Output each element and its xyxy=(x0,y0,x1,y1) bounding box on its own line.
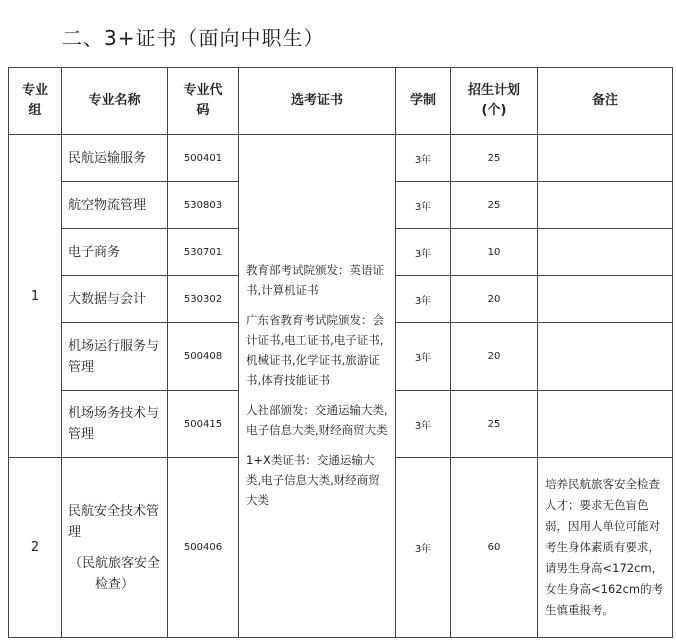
admission-table xyxy=(8,67,673,638)
cert-paragraph: 教育部考试院颁发：英语证书,计算机证书 xyxy=(246,263,384,297)
header-name: 专业名称 xyxy=(62,68,168,135)
note-cell xyxy=(538,276,673,323)
cert-paragraph: 广东省教育考试院颁发：会计证书,电工证书,电子证书,机械证书,化学证书,旅游证书,体育技能证书 xyxy=(246,313,384,387)
quota: 25 xyxy=(451,135,538,182)
quota: 25 xyxy=(451,182,538,229)
header-duration: 学制 xyxy=(396,68,451,135)
note-cell: 培养民航旅客安全检查人才；要求无色盲色弱，因用人单位可能对考生身体素质有要求，请男生身高<172cm，女生身高<162cm的考生慎重报考。 xyxy=(538,458,673,638)
cert-paragraph: 人社部颁发：交通运输大类,电子信息大类,财经商贸大类 xyxy=(246,403,388,437)
duration: 3年 xyxy=(396,182,451,229)
header-group: 专业 组 xyxy=(9,68,62,135)
header-row xyxy=(9,68,673,135)
major-code: 530701 xyxy=(168,229,239,276)
table-row xyxy=(9,135,673,182)
major-code: 500408 xyxy=(168,323,239,391)
major-name: 机场场务技术与管理 xyxy=(62,391,168,458)
major-name: 电子商务 xyxy=(62,229,168,276)
cert-cell xyxy=(239,135,396,638)
header-note: 备注 xyxy=(538,68,673,135)
duration: 3年 xyxy=(396,391,451,458)
quota: 20 xyxy=(451,323,538,391)
duration: 3年 xyxy=(396,135,451,182)
cert-paragraph: 1+X类证书：交通运输大类,电子信息大类,财经商贸大类 xyxy=(246,453,380,507)
major-code: 530302 xyxy=(168,276,239,323)
quota: 10 xyxy=(451,229,538,276)
major-name-sub: （民航旅客安全检查） xyxy=(68,555,160,592)
major-name: 大数据与会计 xyxy=(62,276,168,323)
quota: 25 xyxy=(451,391,538,458)
duration: 3年 xyxy=(396,323,451,391)
major-name: 航空物流管理 xyxy=(62,182,168,229)
major-code: 530803 xyxy=(168,182,239,229)
note-cell xyxy=(538,391,673,458)
duration: 3年 xyxy=(396,458,451,638)
duration: 3年 xyxy=(396,229,451,276)
group-cell: 1 xyxy=(9,135,62,458)
major-name xyxy=(62,458,168,638)
quota: 20 xyxy=(451,276,538,323)
note-cell xyxy=(538,135,673,182)
header-quota: 招生计划 (个) xyxy=(451,68,538,135)
header-code: 专业代 码 xyxy=(168,68,239,135)
group-cell: 2 xyxy=(9,458,62,638)
major-name-line: 民航安全技术管理 xyxy=(68,503,160,540)
major-code: 500415 xyxy=(168,391,239,458)
major-name: 民航运输服务 xyxy=(62,135,168,182)
header-cert: 选考证书 xyxy=(239,68,396,135)
major-code: 500401 xyxy=(168,135,239,182)
note-cell xyxy=(538,182,673,229)
major-name: 机场运行服务与管理 xyxy=(62,323,168,391)
duration: 3年 xyxy=(396,276,451,323)
note-cell xyxy=(538,323,673,391)
section-heading: 二、3+证书（面向中职生） xyxy=(62,26,325,50)
quota: 60 xyxy=(451,458,538,638)
major-code: 500406 xyxy=(168,458,239,638)
note-cell xyxy=(538,229,673,276)
